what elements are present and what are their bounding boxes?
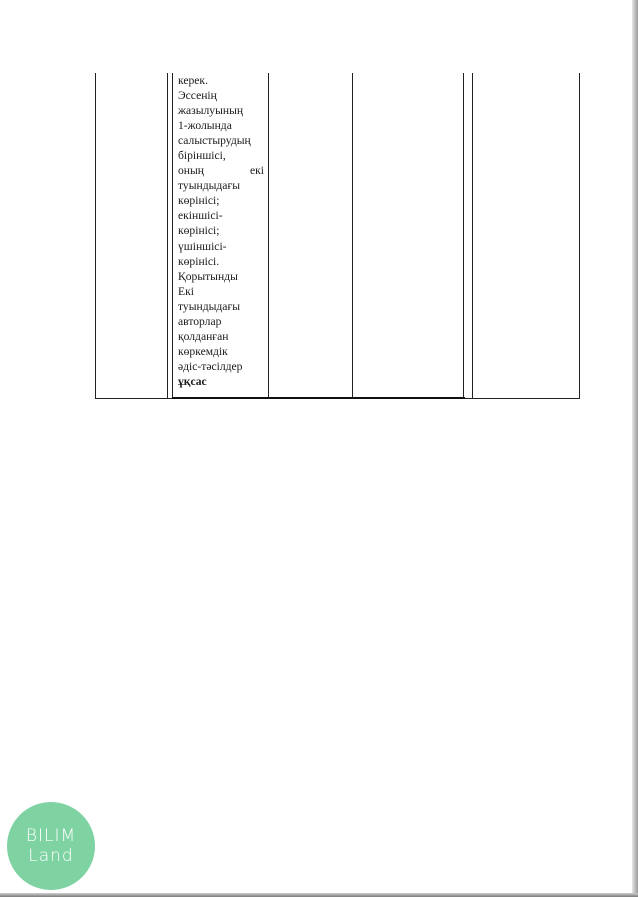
table-border-col1 — [167, 73, 168, 399]
cell-text-line: көрінісі; — [178, 194, 220, 208]
cell-text-line: әдіс-тәсілдер — [178, 359, 243, 373]
cell-text-line: 1-жолында — [178, 119, 232, 133]
cell-text-line: үшіншісі- — [178, 239, 227, 253]
page-edge-right — [632, 0, 638, 897]
cell-text-word: екі — [250, 164, 264, 178]
table-border-col4 — [463, 73, 464, 399]
table-border-right — [579, 73, 580, 399]
cell-text-line: туындыдағы — [178, 299, 240, 313]
cell-text-line: керек. — [178, 74, 208, 87]
cell-text-word: оның — [178, 164, 204, 178]
cell-text-line: Эссенің — [178, 89, 217, 103]
cell-text-line: қолданған — [178, 329, 229, 343]
cell-text-line: жазылуының — [178, 104, 244, 118]
table-border-bottom-thick — [172, 397, 465, 399]
cell-text-line: туындыдағы — [178, 179, 240, 193]
bilimland-logo[interactable] — [7, 802, 95, 890]
table-border-col1-double — [172, 73, 173, 399]
cell-text-line: көркемдік — [178, 344, 228, 358]
table-border-left — [95, 73, 96, 399]
cell-text-line: көрінісі; — [178, 224, 220, 238]
cell-text-line: көрінісі. — [178, 254, 220, 268]
table-border-col2 — [268, 73, 269, 399]
logo-text-line2: Land — [28, 846, 74, 866]
cell-text-line: ұқсас — [178, 374, 207, 388]
cell-text-line — [178, 163, 264, 178]
cell-text-line: авторлар — [178, 314, 222, 328]
page-edge-bottom — [0, 893, 638, 897]
cell-text-line: салыстырудың — [178, 134, 251, 148]
cell-text-line: біріншісі, — [178, 149, 226, 163]
cell-text-line: екіншісі- — [178, 209, 223, 223]
logo-text-line1: BILIM — [25, 826, 77, 846]
table-border-col4-double — [472, 73, 473, 399]
cell-text-line: Қорытынды — [178, 269, 238, 283]
cell-text-line: Екі — [178, 284, 194, 298]
table-cell-text — [178, 73, 264, 389]
table-border-col3 — [352, 73, 353, 399]
